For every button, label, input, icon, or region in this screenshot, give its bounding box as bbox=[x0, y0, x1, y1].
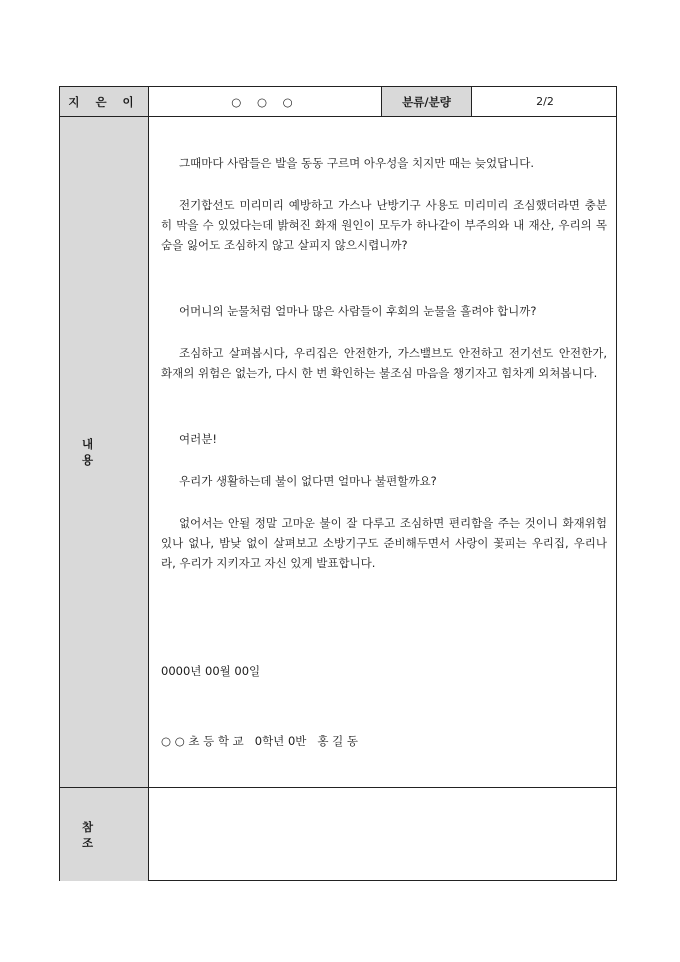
paragraph-3: 어머니의 눈물처럼 얼마나 많은 사람들이 후회의 눈물을 흘려야 합니까? bbox=[179, 304, 537, 318]
paragraph-4: 조심하고 살펴봅시다, 우리집은 안전한가, 가스밸브도 안전하고 전기선도 안전한가, 화재의 위험은 없는가, 다시 한 번 확인하는 불조심 마음을 챙기자고 힘차게 외쳐봅니다. bbox=[161, 346, 607, 380]
paragraph-6: 우리가 생활하는데 불이 없다면 얼마나 불편할까요? bbox=[179, 474, 437, 488]
header-row bbox=[60, 87, 616, 117]
reference-label: 참 조 bbox=[60, 788, 149, 881]
category-label: 분류/분량 bbox=[382, 87, 472, 116]
author-label: 지 은 이 bbox=[60, 87, 149, 116]
content-row bbox=[60, 117, 616, 788]
date-line: 0000년 00월 00일 bbox=[161, 664, 261, 678]
author-value: ○ ○ ○ bbox=[149, 87, 382, 116]
content-label: 내 용 bbox=[60, 117, 149, 787]
signature-line: ○ ○ 초 등 학 교 0학년 0반 홍 길 동 bbox=[161, 734, 358, 748]
paragraph-2: 전기합선도 미리미리 예방하고 가스나 난방기구 사용도 미리미리 조심했더라면 충분히 막을 수 있었다는데 밝혀진 화재 원인이 모두가 하나같이 부주의와 내 재산, 우리의 목숨을 잃어도 조심하지 않고 살피지 않으시렵니까? bbox=[161, 198, 607, 252]
paragraph-1: 그때마다 사람들은 발을 동동 구르며 아우성을 치지만 때는 늦었답니다. bbox=[179, 156, 535, 170]
paragraph-7: 없어서는 안될 정말 고마운 불이 잘 다루고 조심하면 편리함을 주는 것이니 화재위험 있나 없나, 밤낮 없이 살펴보고 소방기구도 준비해두면서 사랑이 꽃피는 우리집, 우리나라, 우리가 지키자고 자신 있게 발표합니다. bbox=[161, 516, 607, 570]
category-value: 2/2 bbox=[536, 95, 554, 108]
paragraph-5: 여러분! bbox=[179, 432, 217, 446]
reference-row bbox=[60, 788, 616, 881]
form-table bbox=[59, 86, 617, 881]
